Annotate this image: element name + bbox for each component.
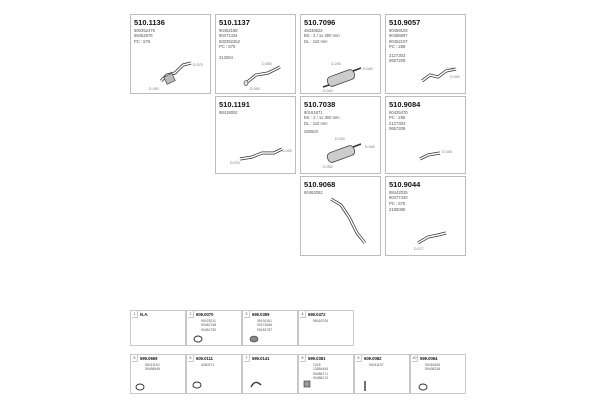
accessory-cell[interactable] <box>410 354 466 394</box>
part-card-510-7096[interactable] <box>300 14 381 94</box>
item-number: 7 <box>244 355 250 362</box>
part-card-510-1136[interactable] <box>130 14 211 94</box>
part-number: 510.1137 <box>219 18 250 27</box>
pipe-drawing <box>386 177 467 257</box>
accessory-references: 90411197 <box>369 363 384 367</box>
part-card-510-9044[interactable] <box>385 176 466 256</box>
pipe-drawing <box>386 97 467 175</box>
accessory-part-number: 609.0082 <box>364 356 382 361</box>
part-number: 510.7038 <box>304 100 336 109</box>
item-number: 2 <box>188 311 194 318</box>
diameter-label: D.040 <box>323 89 333 93</box>
item-number: 6 <box>188 355 194 362</box>
diameter-label: D.040 <box>363 67 373 71</box>
accessory-cell[interactable] <box>130 354 186 394</box>
accessory-references: 4050371 <box>201 363 215 367</box>
diameter-label: D.055 <box>262 62 272 66</box>
length-label: D.245 <box>331 62 341 66</box>
part-card-510-9084[interactable] <box>385 96 466 174</box>
part-number: 510.9057 <box>389 18 421 27</box>
accessory-part-number: 609.0111 <box>196 356 214 361</box>
accessory-references: 90478211 90481768 90481790 <box>201 319 217 332</box>
oem-references: 98442025 90477430 PC : 875 <box>389 190 408 206</box>
diameter-label: D.050 <box>323 165 333 169</box>
clamp-icon <box>243 355 299 395</box>
sub-references: 2127303 0657209 <box>389 121 406 132</box>
part-card-510-1137[interactable] <box>215 14 296 94</box>
pipe-drawing <box>131 15 212 95</box>
sub-references: 2127303 0657209 <box>389 53 406 64</box>
oem-references: 90459103 90456887 90452107 PC : 288 <box>389 28 408 50</box>
accessory-part-number: 599.0472 <box>308 312 326 317</box>
accessory-cell[interactable] <box>242 354 298 394</box>
clamp-icon <box>187 355 243 395</box>
accessory-references: 1218 12854464 90486171 90486174 <box>313 363 329 380</box>
part-number: 510.1136 <box>134 18 165 27</box>
clamp-icon <box>187 311 243 347</box>
diameter-label: D.045 <box>365 145 375 149</box>
oem-references: 500352475 98452878 PC : 875 <box>134 28 155 44</box>
accessory-cell[interactable] <box>242 310 298 346</box>
accessory-cell[interactable] <box>354 354 410 394</box>
part-card-510-9068[interactable] <box>300 176 381 256</box>
item-number: 5 <box>132 355 138 362</box>
accessory-part-number: 599.0141 <box>252 356 270 361</box>
part-card-510-1191[interactable] <box>215 96 296 174</box>
accessory-references: 09191161 90172666 90181787 <box>257 319 273 332</box>
accessory-cell[interactable] <box>298 354 354 394</box>
pipe-drawing <box>386 15 467 95</box>
diameter-label: D.040 <box>450 75 460 79</box>
accessory-cell[interactable] <box>130 310 186 346</box>
accessory-cell[interactable] <box>186 310 242 346</box>
part-number: 510.9044 <box>389 180 421 189</box>
item-number: 4 <box>300 311 306 318</box>
oem-references: 90462052 <box>304 190 323 195</box>
part-number: 510.1191 <box>219 100 250 109</box>
clamp-icon <box>411 355 467 395</box>
accessory-part-number: 599.0381 <box>308 356 326 361</box>
accessory-references: 98418704 <box>313 319 329 323</box>
diameter-label: D.45 <box>446 67 454 71</box>
accessory-cell[interactable] <box>186 354 242 394</box>
sub-references: 212554 <box>219 55 233 60</box>
gasket-icon <box>243 311 299 347</box>
diameter-label: D.075 <box>193 63 203 67</box>
item-number: 3 <box>244 311 250 318</box>
muffler-drawing <box>301 97 382 175</box>
sub-references: 2185085 <box>389 207 406 212</box>
part-number: 510.9084 <box>389 100 421 109</box>
diameter-label: D.075 <box>230 161 240 165</box>
pipe-drawing <box>301 177 382 257</box>
oem-references: 90161871 BS : 2 / 1x 300 mm DL : 110 mm <box>304 110 340 126</box>
oem-references: 90452188 90471334 500352252 PC : 875 <box>219 28 240 50</box>
part-card-510-7038[interactable] <box>300 96 381 174</box>
length-label: D.040 <box>335 137 345 141</box>
item-number: 10 <box>412 356 417 360</box>
accessory-references: 90416405 90436236 <box>425 363 441 372</box>
diameter-label: D.077 <box>414 247 424 251</box>
bracket-icon <box>299 355 355 395</box>
oem-references: 90425470 PC : 288 <box>389 110 408 121</box>
muffler-drawing <box>301 15 382 95</box>
item-number: 1 <box>132 311 138 318</box>
item-number: 9 <box>356 355 362 362</box>
part-number: 510.9068 <box>304 180 336 189</box>
accessory-references: 98411152 90456549 <box>145 363 161 372</box>
diameter-label: D.050 <box>149 87 159 91</box>
bolt-icon <box>355 355 411 395</box>
oem-references: 98419002 <box>219 110 238 115</box>
accessory-part-number: 599.0669 <box>140 356 158 361</box>
part-card-510-9057[interactable] <box>385 14 466 94</box>
part-number: 510.7096 <box>304 18 336 27</box>
item-number: 8 <box>300 355 306 362</box>
accessory-part-number: N.A. <box>140 312 149 317</box>
diameter-label: D.050 <box>250 87 260 91</box>
pipe-drawing <box>216 97 297 175</box>
oem-references: 48336822 BS : 2 / 1x 300 mm DL : 110 mm <box>304 28 340 44</box>
accessory-part-number: 599.0359 <box>252 312 270 317</box>
pipe-drawing <box>216 15 297 95</box>
diameter-label: D.045 <box>282 149 292 153</box>
accessory-part-number: 599.0064 <box>420 356 438 361</box>
accessory-part-number: 609.0070 <box>196 312 214 317</box>
sub-references: 280503 <box>304 129 318 134</box>
clamp-icon <box>131 355 187 395</box>
accessory-cell[interactable] <box>298 310 354 346</box>
diameter-label: D.045 <box>442 150 452 154</box>
